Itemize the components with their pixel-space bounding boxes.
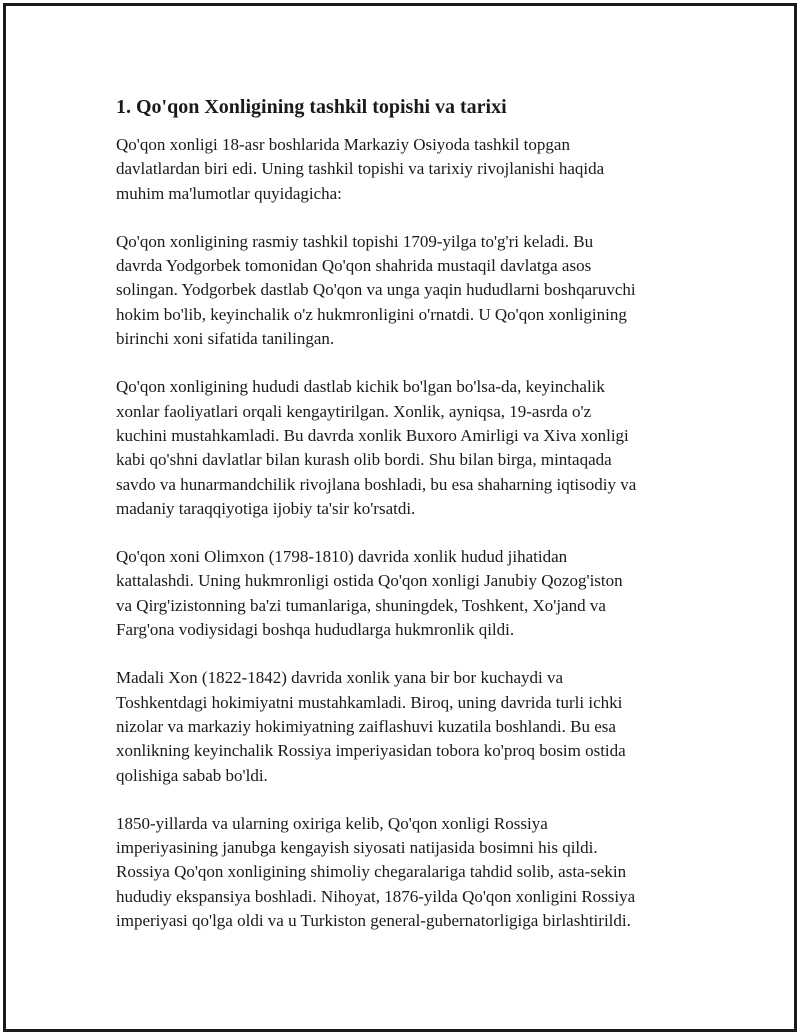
document-title: 1. Qo'qon Xonligining tashkil topishi va tarixi: [116, 96, 507, 118]
paragraph-intro: Qo'qon xonligi 18-asr boshlarida Markaziy Osiyoda tashkil topgan davlatlardan biri edi. Uning tashkil topishi va tarixiy rivojlanishi haqida muhim ma'lumotlar quyidagicha:: [116, 135, 605, 203]
paragraph-territory: Qo'qon xonligining hududi dastlab kichik bo'lgan bo'lsa-da, keyinchalik xonlar faoliyatlari orqali kengaytirilgan. Xonlik, ayniqsa, 19-asrda o'z kuchini mustahkamladi. Bu davrda xonlik Buxoro Amirligi va Xiva xonligi kabi qo'shni davlatlar bilan kurash olib bordi. Shu bilan birga, mintaqada savdo va hunarmandchilik rivojlana boshladi, bu esa shaharning iqtisodiy va madaniy taraqqiyotiga ijobiy ta'sir ko'rsatdi.: [116, 377, 637, 518]
paragraph-russian-conquest: 1850-yillarda va ularning oxiriga kelib, Qo'qon xonligi Rossiya imperiyasining janubga kengayish siyosati natijasida bosimni his qildi. Rossiya Qo'qon xonligining shimoliy chegaralariga tahdid solib, asta-sekin hududiy ekspansiya boshladi. Nihoyat, 1876-yilda Qo'qon xonligini Rossiya imperiyasi qo'lga oldi va u Turkiston general-gubernatorligiga birlashtirildi.: [116, 813, 636, 931]
paragraph-madali-xon: Madali Xon (1822-1842) davrida xonlik yana bir bor kuchaydi va Toshkentdagi hokimiyatni mustahkamladi. Biroq, uning davrida turli ichki nizolar va markaziy hokimiyatning zaiflashuvi kuzatila boshlandi. Bu esa xonlikning keyinchalik Rossiya imperiyasidan tobora ko'proq bosim ostida qolishiga sabab bo'ldi.: [116, 668, 626, 785]
document-body: [116, 92, 706, 957]
paragraph-founding: Qo'qon xonligining rasmiy tashkil topishi 1709-yilga to'g'ri keladi. Bu davrda Yodgorbek tomonidan Qo'qon shahrida mustaqil davlatga asos solingan. Yodgorbek dastlab Qo'qon va unga yaqin hududlarni boshqaruvchi hokim bo'lib, keyinchalik o'z hukmronligini o'rnatdi. U Qo'qon xonligining birinchi xoni sifatida tanilingan.: [116, 231, 636, 349]
paragraph-olimxon: Qo'qon xoni Olimxon (1798-1810) davrida xonlik hudud jihatidan kattalashdi. Uning hukmronligi ostida Qo'qon xonligi Janubiy Qozog'iston va Qirg'izistonning ba'zi tumanlariga, shuningdek, Toshkent, Xo'jand va Farg'ona vodiysidagi boshqa hududlarga hukmronlik qildi.: [116, 547, 623, 640]
